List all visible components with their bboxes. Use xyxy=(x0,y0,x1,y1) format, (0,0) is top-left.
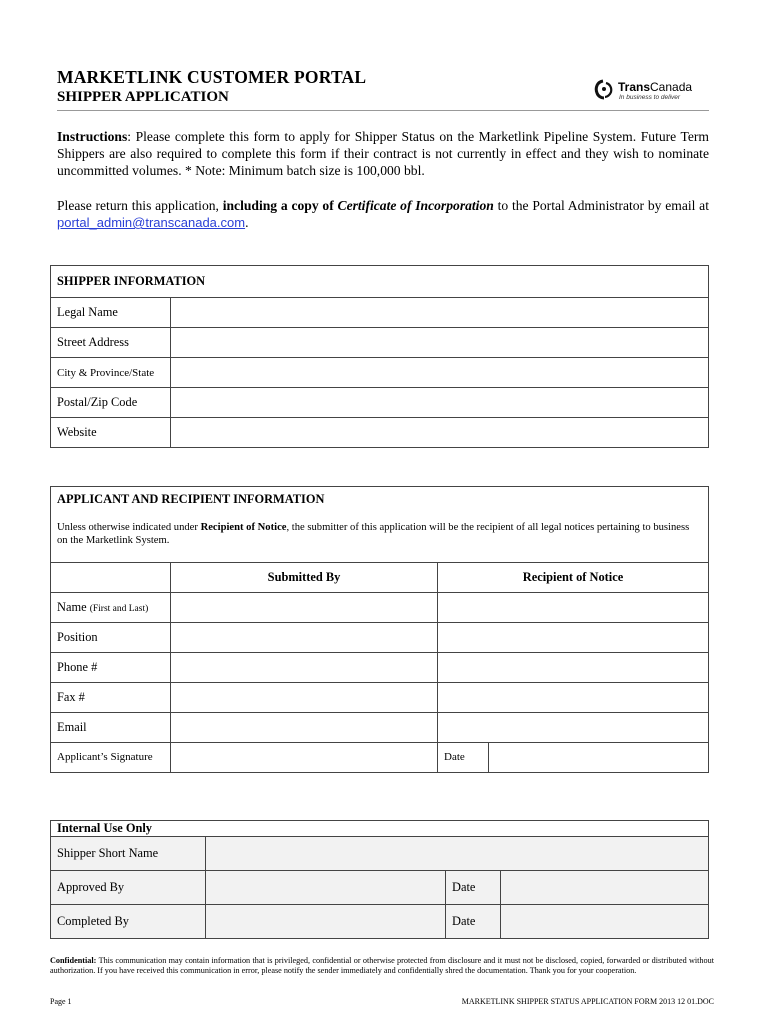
postal-code-field[interactable] xyxy=(171,388,709,418)
recipient-fax-field[interactable] xyxy=(438,682,709,712)
applicant-information-table xyxy=(50,486,709,773)
email-label: Email xyxy=(51,712,171,742)
completed-date-label: Date xyxy=(446,905,501,939)
legal-name-label: Legal Name xyxy=(51,298,171,328)
shipper-short-name-field[interactable] xyxy=(206,837,709,871)
internal-use-table xyxy=(50,820,709,939)
website-field[interactable] xyxy=(171,418,709,448)
admin-email-link[interactable]: portal_admin@transcanada.com xyxy=(57,215,246,230)
position-label: Position xyxy=(51,622,171,652)
recipient-phone-field[interactable] xyxy=(438,652,709,682)
street-address-label: Street Address xyxy=(51,328,171,358)
submitter-email-field[interactable] xyxy=(171,712,438,742)
city-province-field[interactable] xyxy=(171,358,709,388)
phone-label: Phone # xyxy=(51,652,171,682)
recipient-email-field[interactable] xyxy=(438,712,709,742)
applicant-information-heading: APPLICANT AND RECIPIENT INFORMATION xyxy=(57,492,325,506)
approved-date-label: Date xyxy=(446,871,501,905)
fax-label: Fax # xyxy=(51,682,171,712)
page-subtitle: SHIPPER APPLICATION xyxy=(57,89,229,105)
recipient-of-notice-header: Recipient of Notice xyxy=(438,562,709,592)
logo-tagline: In business to deliver xyxy=(619,94,681,101)
internal-use-heading: Internal Use Only xyxy=(51,821,709,837)
signature-field[interactable] xyxy=(171,742,438,772)
submitter-fax-field[interactable] xyxy=(171,682,438,712)
transcanada-logo-icon xyxy=(594,78,616,102)
instructions-label: Instructions xyxy=(57,129,128,144)
confidentiality-notice: Confidential: This communication may contain information that is privileged, confidential or otherwise protected from disclosure and it must not be disclosed, copied, forwarded or distributed without authorization. If you have received this communication in error, please notify the sender immediately and confidentially shred the documentation. Thank you for your cooperation. xyxy=(50,956,714,976)
approved-by-label: Approved By xyxy=(51,871,206,905)
shipper-short-name-label: Shipper Short Name xyxy=(51,837,206,871)
page-title: MARKETLINK CUSTOMER PORTAL xyxy=(57,67,367,87)
submitter-phone-field[interactable] xyxy=(171,652,438,682)
signature-date-field[interactable] xyxy=(489,742,709,772)
shipper-information-heading: SHIPPER INFORMATION xyxy=(51,266,709,298)
name-label: Name (First and Last) xyxy=(51,592,171,622)
header-divider xyxy=(57,110,709,111)
page-number: Page 1 xyxy=(50,997,72,1006)
website-label: Website xyxy=(51,418,171,448)
legal-name-field[interactable] xyxy=(171,298,709,328)
applicant-notice: APPLICANT AND RECIPIENT INFORMATION Unless otherwise indicated under Recipient of Notice, the submitter of this application will be the recipient of all legal notices pertaining to business on the Marketlink System. xyxy=(51,487,709,563)
submitter-name-field[interactable] xyxy=(171,592,438,622)
recipient-position-field[interactable] xyxy=(438,622,709,652)
signature-date-label: Date xyxy=(438,742,489,772)
recipient-name-field[interactable] xyxy=(438,592,709,622)
signature-label: Applicant’s Signature xyxy=(51,742,171,772)
submitter-position-field[interactable] xyxy=(171,622,438,652)
city-province-label: City & Province/State xyxy=(51,358,171,388)
transcanada-logo xyxy=(594,78,712,106)
shipper-information-table xyxy=(50,265,709,448)
submitted-by-header: Submitted By xyxy=(171,562,438,592)
completed-by-field[interactable] xyxy=(206,905,446,939)
instructions-paragraph: Instructions: Please complete this form to apply for Shipper Status on the Marketlink Pipeline System. Future Term Shippers are also required to complete this form if their contract is not currently in effect and they wish to nominate uncommitted volumes. * Note: Minimum batch size is 100,000 bbl. xyxy=(57,129,709,178)
street-address-field[interactable] xyxy=(171,328,709,358)
approved-by-field[interactable] xyxy=(206,871,446,905)
return-paragraph: Please return this application, including a copy of Certificate of Incorporation to the Portal Administrator by email at portal_admin@transcanada.com. xyxy=(57,198,709,230)
logo-brand: TransCanada xyxy=(618,80,693,94)
approved-date-field[interactable] xyxy=(501,871,709,905)
document-id: MARKETLINK SHIPPER STATUS APPLICATION FORM 2013 12 01.DOC xyxy=(461,997,714,1006)
completed-date-field[interactable] xyxy=(501,905,709,939)
completed-by-label: Completed By xyxy=(51,905,206,939)
postal-code-label: Postal/Zip Code xyxy=(51,388,171,418)
